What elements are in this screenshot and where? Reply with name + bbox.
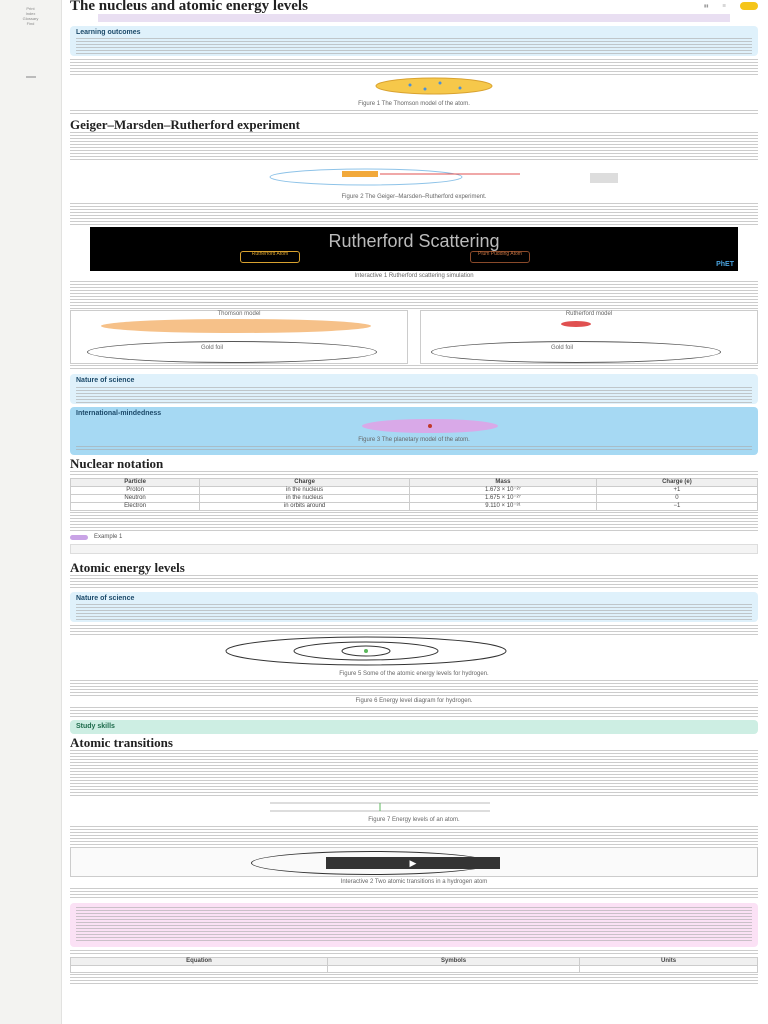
- document-body: [70, 0, 758, 1024]
- international-mindedness-box: International-mindedness Figure 3 The planetary model of the atom.: [70, 407, 758, 455]
- interactive-1-caption: Interactive 1 Rutherford scattering simulation: [354, 272, 474, 279]
- section-geiger-heading: Geiger–Marsden–Rutherford experiment: [70, 116, 300, 132]
- energy-level-diagram: [70, 799, 758, 813]
- rutherford-model-label: Rutherford model: [565, 311, 613, 318]
- status-badge[interactable]: [740, 2, 758, 10]
- gold-foil-label-left: Gold foil: [201, 345, 224, 352]
- study-skills-box: Study skills: [70, 720, 758, 734]
- col-header: Charge (e): [596, 479, 757, 487]
- menu-icon[interactable]: ☰: [722, 2, 726, 8]
- thomson-model-figure: [70, 76, 758, 96]
- section-energy-heading: Atomic energy levels: [70, 559, 185, 575]
- simulation-title: Rutherford Scattering: [328, 230, 500, 251]
- particles-table: [70, 478, 758, 511]
- col-header: Mass: [409, 479, 596, 487]
- equation-table: Equation Symbols Units: [70, 957, 758, 973]
- figure-5-caption: Figure 5 Some of the atomic energy levels for hydrogen.: [339, 670, 489, 677]
- figure-1-caption: Figure 1 The Thomson model of the atom.: [358, 100, 470, 107]
- transition-video[interactable]: [70, 847, 758, 877]
- planetary-model-figure: [76, 419, 752, 433]
- gold-foil-label-right: Gold foil: [551, 345, 574, 352]
- note-box: [70, 903, 758, 947]
- energy-levels-figure: [70, 636, 758, 666]
- sidebar: [0, 0, 62, 1024]
- thomson-model-label: Thomson model: [217, 311, 261, 318]
- sim-tab-rutherford[interactable]: Rutherford Atom: [240, 251, 300, 263]
- sidebar-item-index[interactable]: Index: [25, 11, 36, 16]
- col-header: Charge: [200, 479, 410, 487]
- section-nuclear-heading: Nuclear notation: [70, 456, 164, 472]
- table-row: Electron in orbits around 9.110 × 10⁻³¹ −1: [71, 503, 758, 511]
- table-row: [71, 966, 758, 973]
- sidebar-item-print[interactable]: Print: [26, 6, 35, 11]
- figure-6-caption: Figure 6 Energy level diagram for hydrogen.: [355, 697, 473, 704]
- table-row: Proton in the nucleus 1.673 × 10⁻²⁷ +1: [71, 487, 758, 495]
- sidebar-item-glossary[interactable]: Glossary: [22, 16, 39, 21]
- section-transitions-heading: Atomic transitions: [70, 734, 173, 750]
- intro-text: [70, 59, 758, 75]
- geiger-experiment-figure: [70, 161, 758, 189]
- learning-outcomes-heading: Learning outcomes: [76, 29, 141, 36]
- phet-logo: PhET: [716, 260, 734, 268]
- figure-2-caption: Figure 2 The Geiger–Marsden–Rutherford experiment.: [341, 193, 487, 200]
- page-title: The nucleus and atomic energy levels: [70, 0, 308, 14]
- interactive-2-caption: Interactive 2 Two atomic transitions in a hydrogen atom: [340, 879, 488, 886]
- geiger-text: [70, 132, 758, 160]
- model-comparison-figure: [70, 310, 758, 364]
- sim-tab-plum[interactable]: Plum Pudding Atom: [470, 251, 530, 263]
- nature-of-science-box-2: Nature of science: [70, 592, 758, 622]
- sidebar-collapse-icon[interactable]: [26, 76, 36, 78]
- col-header: Particle: [71, 479, 200, 487]
- steps-list: [70, 203, 758, 225]
- example-icon: [70, 535, 88, 540]
- learning-outcomes-box: [70, 26, 758, 56]
- example-1[interactable]: Example 1: [70, 534, 758, 541]
- rutherford-simulation[interactable]: [90, 227, 738, 271]
- nature-of-science-box: Nature of science: [70, 374, 758, 404]
- figure-7-caption: Figure 7 Energy levels of an atom.: [368, 817, 460, 824]
- play-button[interactable]: ▶: [326, 857, 500, 869]
- tag-bar: [98, 14, 730, 22]
- table-row: Neutron in the nucleus 1.675 × 10⁻²⁷ 0: [71, 495, 758, 503]
- nav-icon[interactable]: ▮▮: [704, 2, 709, 8]
- sidebar-item-find[interactable]: Find: [26, 21, 35, 26]
